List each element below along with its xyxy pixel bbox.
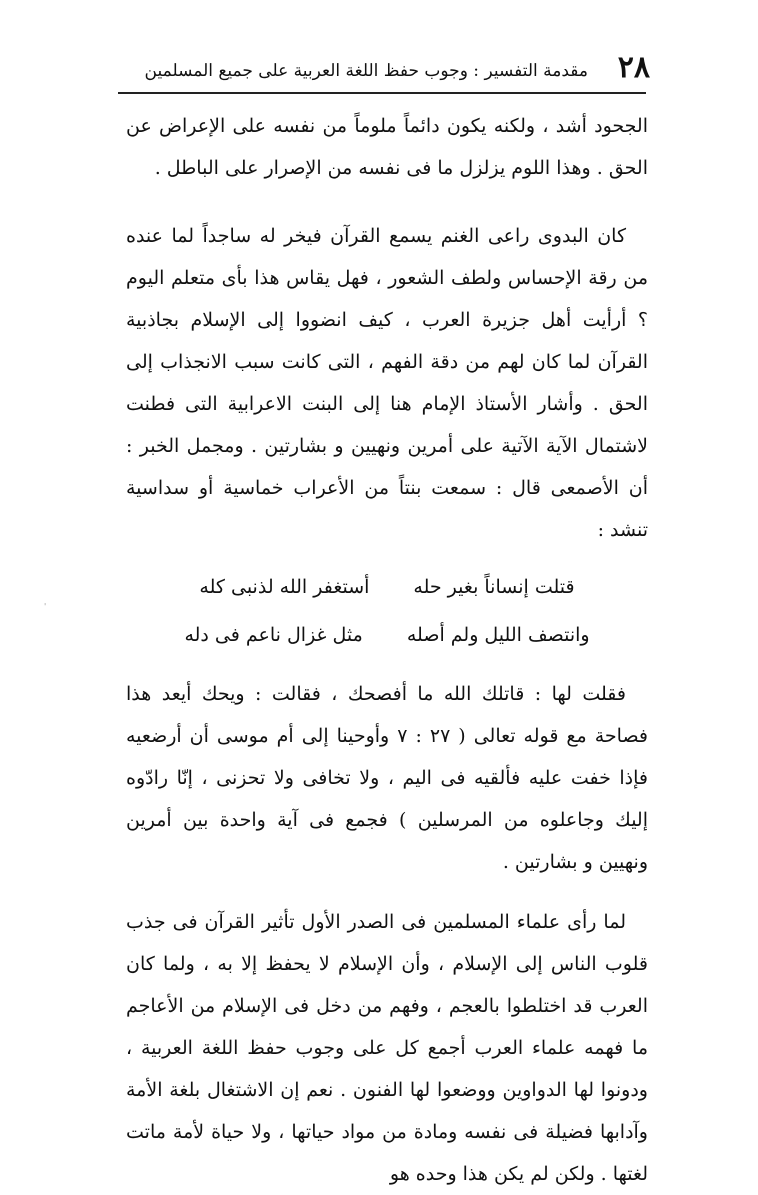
paragraph-2: كان البدوى راعى الغنم يسمع القرآن فيخر له ساجداً لما عنده من رقة الإحساس ولطف الشعور ، فهل يقاس هذا بأى متعلم اليوم ؟ أرأيت أهل جزيرة العرب ، كيف انضووا إلى الإسلام بجاذبية القرآن لما كان لهم من دقة الفهم ، التى كانت سبب الانجذاب إلى الحق . وأشار الأستاذ الإمام هنا إلى البنت الاعرابية التى فطنت لاشتمال الآية الآتية على أمرين ونهيين و بشارتين . ومجمل الخبر : أن الأصمعى قال : سمعت بنتاً من الأعراب خماسية أو سداسية تنشد : <box>126 225 648 541</box>
header-rule <box>118 92 646 94</box>
verse-2-first-hemistich: وانتصف الليل ولم أصله <box>406 624 590 646</box>
page-header <box>118 48 650 94</box>
paragraph-3: فقلت لها : قاتلك الله ما أفصحك ، فقالت : ويحك أيعد هذا فصاحة مع قوله تعالى ( ٢٧ : ٧ وأوحينا إلى أم موسى أن أرضعيه فإذا خفت عليه فألقيه فى اليم ، ولا تخافى ولا تحزنى ، إنّا رادّوه إليك وجاعلوه من المرسلين ) فجمع فى آية واحدة بين أمرين ونهيين و بشارتين . <box>126 683 649 873</box>
margin-speck: ' <box>44 602 47 611</box>
body-text <box>126 105 648 1195</box>
verse-line-1 <box>126 563 648 611</box>
poem-verses <box>126 563 648 659</box>
verse-1-first-hemistich: قتلت إنساناً بغير حله <box>413 576 575 598</box>
verse-2-second-hemistich: مثل غزال ناعم فى دله <box>184 624 363 646</box>
paragraph-1: الجحود أشد ، ولكنه يكون دائماً ملوماً من نفسه على الإعراض عن الحق . وهذا اللوم يزلزل ما فى نفسه من الإصرار على الباطل . <box>126 115 648 179</box>
paragraph-4: لما رأى علماء المسلمين فى الصدر الأول تأثير القرآن فى جذب قلوب الناس إلى الإسلام ، وأن الإسلام لا يحفظ إلا به ، ولما كان العرب قد اختلطوا بالعجم ، وفهم من دخل فى الإسلام من الأعاجم ما فهمه علماء العرب أجمع كل على وجوب حفظ اللغة العربية ، ودونوا لها الدواوين ووضعوا لها الفنون . نعم إن الاشتغال بلغة الأمة وآدابها فضيلة فى نفسه ومادة من مواد حياتها ، ولا حياة لأمة ماتت لغتها . ولكن لم يكن هذا وحده هو <box>126 911 648 1185</box>
running-head: مقدمة التفسير : وجوب حفظ اللغة العربية على جميع المسلمين <box>144 61 588 81</box>
verse-line-2 <box>126 611 648 659</box>
verse-1-second-hemistich: أستغفر الله لذنبى كله <box>199 576 370 598</box>
page-number: ٢٨ <box>617 50 650 85</box>
